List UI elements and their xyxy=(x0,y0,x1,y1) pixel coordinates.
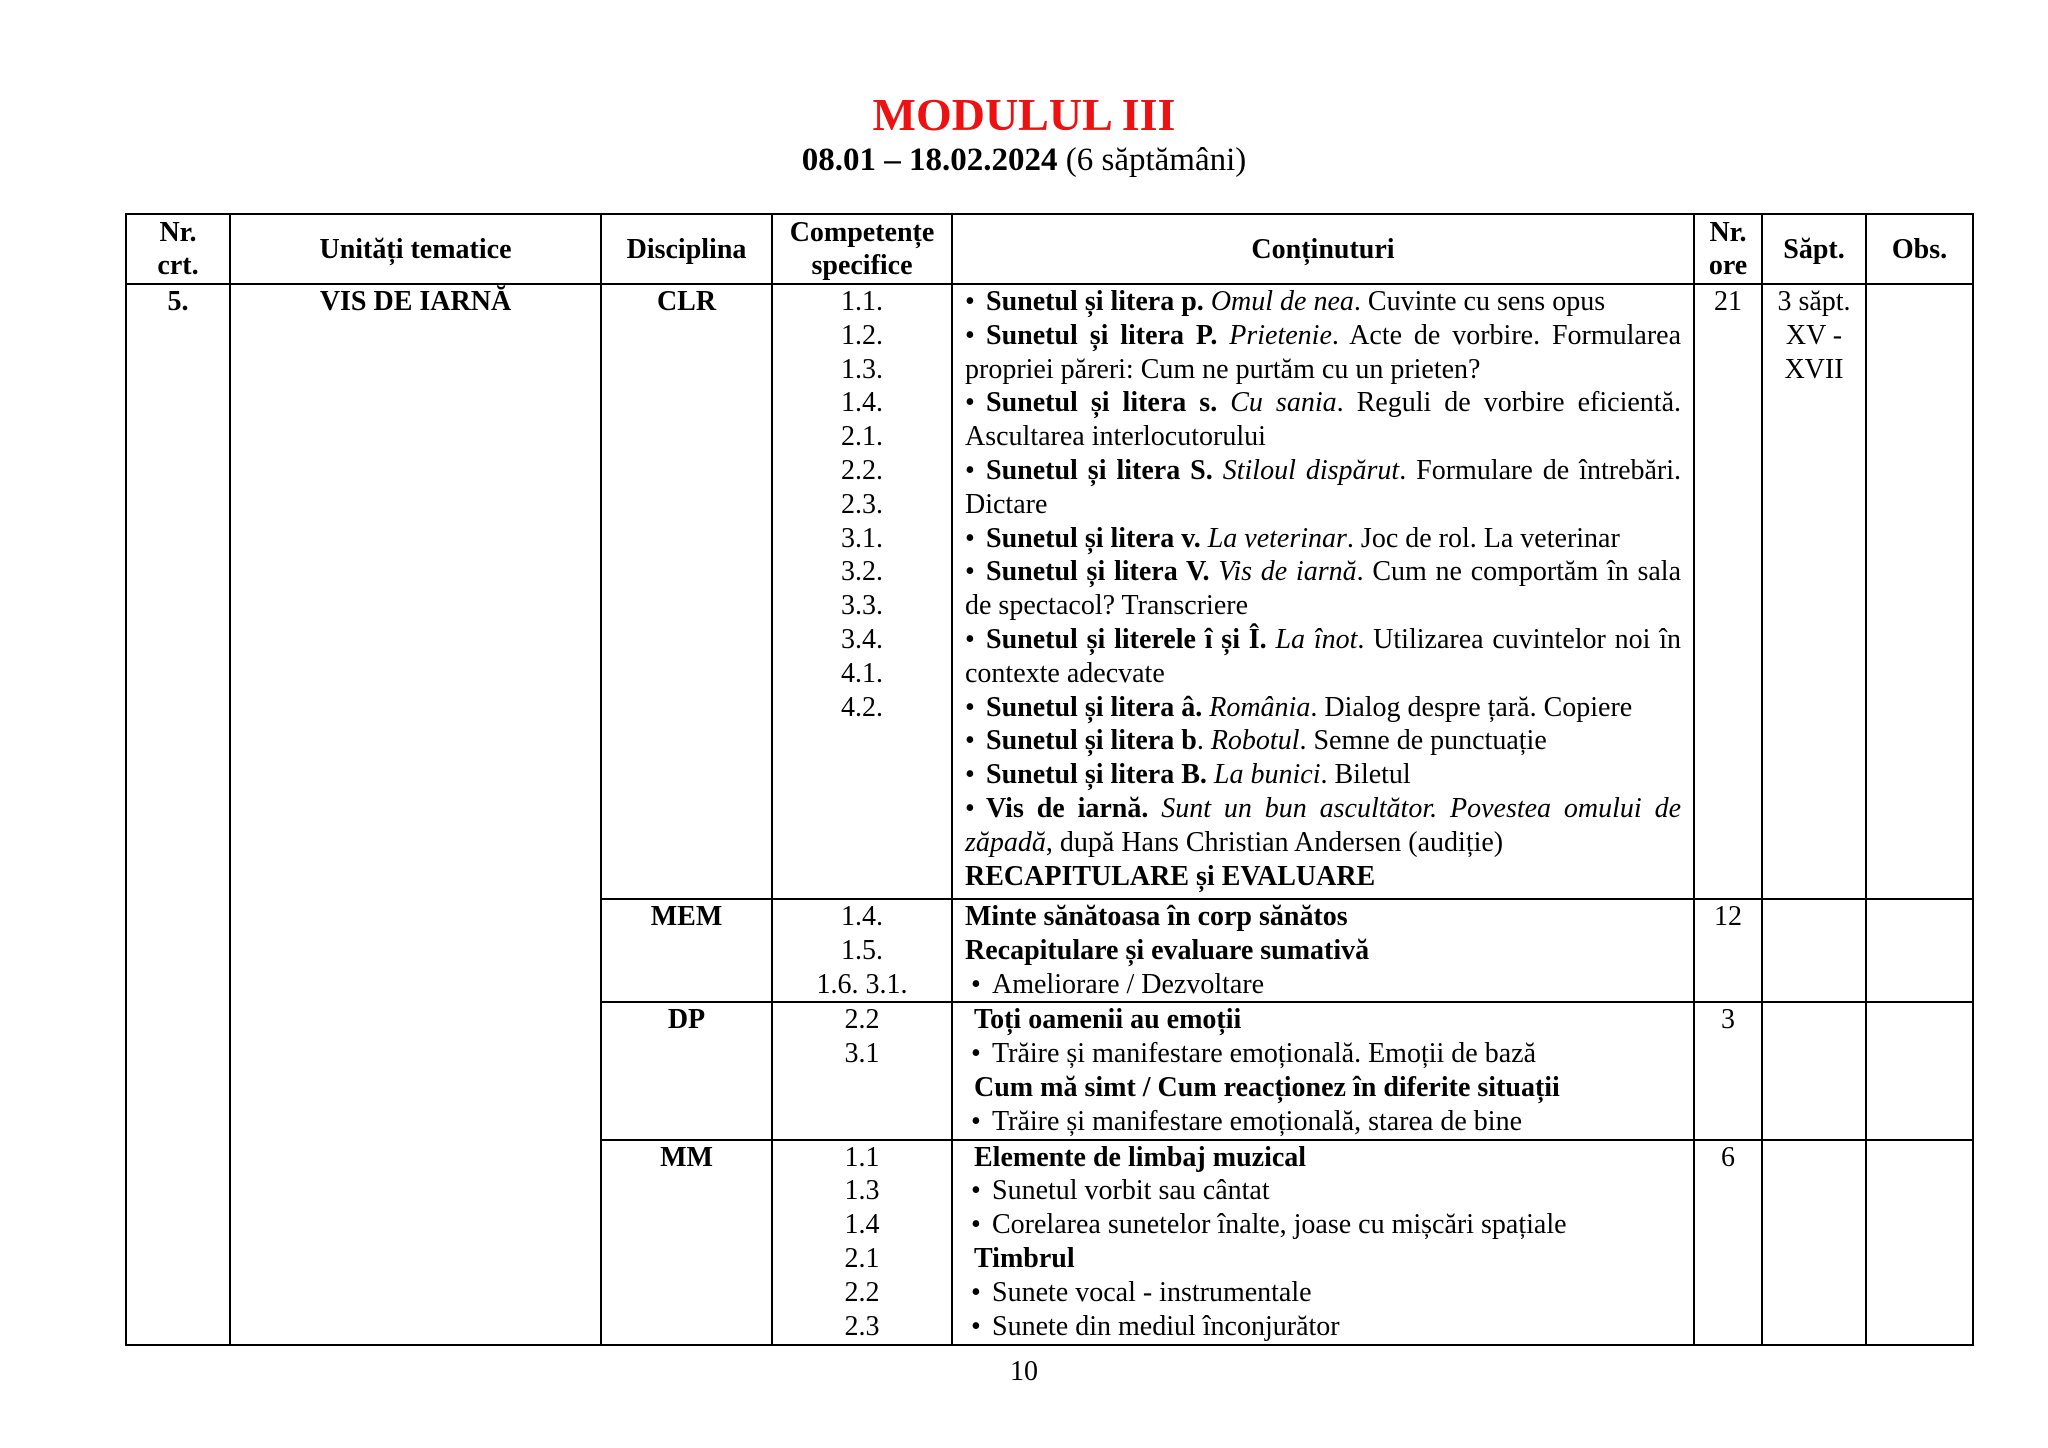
content-heading: Toți oamenii au emoții xyxy=(974,1004,1242,1036)
list-line: 3.1. xyxy=(841,522,883,554)
competences-cell xyxy=(772,1002,952,1139)
content-topic: Sunetul și litera p. xyxy=(986,286,1204,317)
content-text-title: Omul de nea xyxy=(1210,286,1354,317)
contents-cell xyxy=(952,899,1694,1002)
module-title: MODULUL III xyxy=(872,89,1176,140)
content-item xyxy=(965,555,1681,623)
contents-cell xyxy=(952,1002,1694,1139)
content-activities: . Biletul xyxy=(1320,759,1411,791)
content-topic: Sunetul și litera S. xyxy=(986,454,1213,486)
header-contents: Conținuturi xyxy=(952,214,1694,284)
list-line: 2.2. xyxy=(841,454,883,486)
content-activities: . Semne de punctuație xyxy=(1299,725,1547,757)
content-text-title: Cu sania xyxy=(1230,387,1337,419)
content-bullet: • Corelarea sunetelor înalte, joase cu mișcări spațiale xyxy=(965,1208,1681,1242)
content-item xyxy=(965,792,1681,860)
list-line: XV - xyxy=(1785,319,1843,351)
obs-cell xyxy=(1866,1140,1973,1345)
header-obs: Obs. xyxy=(1866,214,1973,284)
content-heading: Minte sănătoasa în corp sănătos xyxy=(965,901,1348,932)
list-line: 3 săpt. xyxy=(1777,286,1851,317)
content-text-title: Prietenie xyxy=(1229,319,1332,351)
list-line: 3.3. xyxy=(841,590,883,622)
obs-cell xyxy=(1866,1002,1973,1139)
content-topic: Sunetul și litera v. xyxy=(986,522,1201,554)
content-heading: Cum mă simt / Cum reacționez în diferite situații xyxy=(974,1071,1560,1103)
weeks-cell xyxy=(1762,1002,1866,1139)
content-activities: , după Hans Christian Andersen (audiție) xyxy=(1045,826,1504,858)
hours-cell: 21 xyxy=(1694,284,1762,899)
list-line: 1.4. xyxy=(841,901,883,932)
content-text-title: România xyxy=(1209,691,1311,723)
obs-cell xyxy=(1866,284,1973,899)
content-topic: Sunetul și litera V. xyxy=(986,556,1210,588)
planning-table xyxy=(125,213,1974,1346)
header-hours: Nr. ore xyxy=(1694,214,1762,284)
weeks-cell xyxy=(1762,899,1866,1002)
content-activities: . Formulare de întrebări. Dictare xyxy=(965,454,1682,520)
list-line: 4.2. xyxy=(841,691,883,723)
content-item xyxy=(965,319,1681,387)
list-line: 2.2 xyxy=(844,1004,880,1036)
content-text-title: Sunt un bun ascultător. Povestea omului de zăpadă xyxy=(965,792,1681,858)
content-topic: Sunetul și litera P. xyxy=(986,319,1218,351)
content-text-title: La veterinar xyxy=(1207,522,1347,554)
content-topic: Sunetul și litera s. xyxy=(986,387,1218,419)
obs-cell xyxy=(1866,899,1973,1002)
list-line: 2.1 xyxy=(844,1242,880,1274)
content-topic: Sunetul și litera b xyxy=(986,725,1197,757)
content-text-title: Robotul xyxy=(1210,725,1300,757)
header-weeks: Săpt. xyxy=(1762,214,1866,284)
list-line: 1.4 xyxy=(844,1209,880,1241)
content-text-title: Vis de iarnă xyxy=(1218,556,1357,588)
weeks-cell xyxy=(1762,1140,1866,1345)
list-line: 1.3 xyxy=(844,1175,880,1207)
list-line: 1.6. 3.1. xyxy=(816,968,908,1000)
list-line: 1.1. xyxy=(841,286,883,317)
list-line: 1.5. xyxy=(841,934,883,966)
list-line: 1.2. xyxy=(841,319,883,351)
discipline-cell: MM xyxy=(601,1140,772,1345)
hours-cell: 12 xyxy=(1694,899,1762,1002)
competences-cell xyxy=(772,1140,952,1345)
header-nr: Nr. crt. xyxy=(126,214,230,284)
list-line: 1.3. xyxy=(841,353,883,385)
list-line: 2.2 xyxy=(844,1276,880,1308)
content-activities: . Cuvinte cu sens opus xyxy=(1353,286,1606,317)
content-bullet: • Trăire și manifestare emoțională, starea de bine xyxy=(965,1105,1681,1139)
content-item xyxy=(965,522,1681,556)
contents-cell xyxy=(952,284,1694,899)
content-heading: Recapitulare și evaluare sumativă xyxy=(965,934,1370,966)
content-bullet: • Ameliorare / Dezvoltare xyxy=(965,968,1681,1002)
dates-weeks: (6 săptămâni) xyxy=(1057,142,1247,178)
content-activities: . Cum ne comportăm în sala de spectacol? Transcriere xyxy=(965,556,1682,622)
list-line: 2.1. xyxy=(841,421,883,453)
content-topic: Vis de iarnă. xyxy=(986,792,1149,824)
header-units: Unități tematice xyxy=(230,214,601,284)
entry-unit: VIS DE IARNĂ xyxy=(230,284,601,1345)
content-text-title: La înot xyxy=(1275,623,1358,655)
content-bullet: • Sunete vocal - instrumentale xyxy=(965,1276,1681,1310)
list-line: 1.4. xyxy=(841,387,883,419)
content-activities: . Utilizarea cuvintelor noi în contexte adecvate xyxy=(965,623,1681,689)
discipline-cell: MEM xyxy=(601,899,772,1002)
content-bullet: • Sunete din mediul înconjurător xyxy=(965,1310,1681,1344)
content-text-title: Stiloul dispărut xyxy=(1222,454,1400,486)
list-line: 4.1. xyxy=(841,657,883,689)
content-activities: . Dialog despre țară. Copiere xyxy=(1310,691,1633,723)
weeks-cell xyxy=(1762,284,1866,899)
content-heading: Timbrul xyxy=(974,1242,1075,1274)
content-activities: . Joc de rol. La veterinar xyxy=(1346,522,1620,554)
content-activities: . Reguli de vorbire eficientă. Ascultarea interlocutorului xyxy=(965,387,1682,453)
table-header-row xyxy=(126,214,1973,284)
list-line: 1.1 xyxy=(844,1141,880,1173)
page-number: 10 xyxy=(1010,1356,1038,1387)
content-bullet: • Trăire și manifestare emoțională. Emoții de bază xyxy=(965,1037,1681,1071)
table-row xyxy=(126,284,1973,899)
content-item xyxy=(965,691,1681,725)
content-item xyxy=(965,758,1681,792)
content-bullet: • Sunetul vorbit sau cântat xyxy=(965,1174,1681,1208)
content-item xyxy=(965,285,1681,319)
list-line: XVII xyxy=(1784,353,1844,385)
list-line: 2.3. xyxy=(841,488,883,520)
discipline-cell: CLR xyxy=(601,284,772,899)
hours-cell: 3 xyxy=(1694,1002,1762,1139)
competences-cell xyxy=(772,284,952,899)
content-item xyxy=(965,386,1681,454)
list-line: 3.1 xyxy=(844,1038,880,1070)
content-topic: Sunetul și litera â. xyxy=(986,691,1203,723)
hours-cell: 6 xyxy=(1694,1140,1762,1345)
content-item xyxy=(965,623,1681,691)
dates-range: 08.01 – 18.02.2024 xyxy=(801,142,1058,178)
list-line: 3.2. xyxy=(841,556,883,588)
contents-cell xyxy=(952,1140,1694,1345)
list-line: 3.4. xyxy=(841,623,883,655)
content-topic: Sunetul și litera B. xyxy=(986,759,1207,791)
discipline-cell: DP xyxy=(601,1002,772,1139)
competences-cell xyxy=(772,899,952,1002)
header-discipline: Disciplina xyxy=(601,214,772,284)
content-final: RECAPITULARE și EVALUARE xyxy=(965,860,1376,892)
entry-nr: 5. xyxy=(126,284,230,1345)
content-activities: . Acte de vorbire. Formularea propriei păreri: Cum ne purtăm cu un prieten? xyxy=(965,319,1681,385)
content-text-title: La bunici xyxy=(1213,759,1321,791)
content-topic: Sunetul și literele î și Î. xyxy=(986,623,1267,655)
header-competences: Competențe specifice xyxy=(772,214,952,284)
module-dates xyxy=(0,140,2048,180)
content-item: • Sunetul și litera b. Robotul. Semne de punctuație xyxy=(965,724,1681,758)
content-heading: Elemente de limbaj muzical xyxy=(974,1141,1307,1173)
content-item xyxy=(965,454,1681,522)
list-line: 2.3 xyxy=(844,1310,880,1342)
